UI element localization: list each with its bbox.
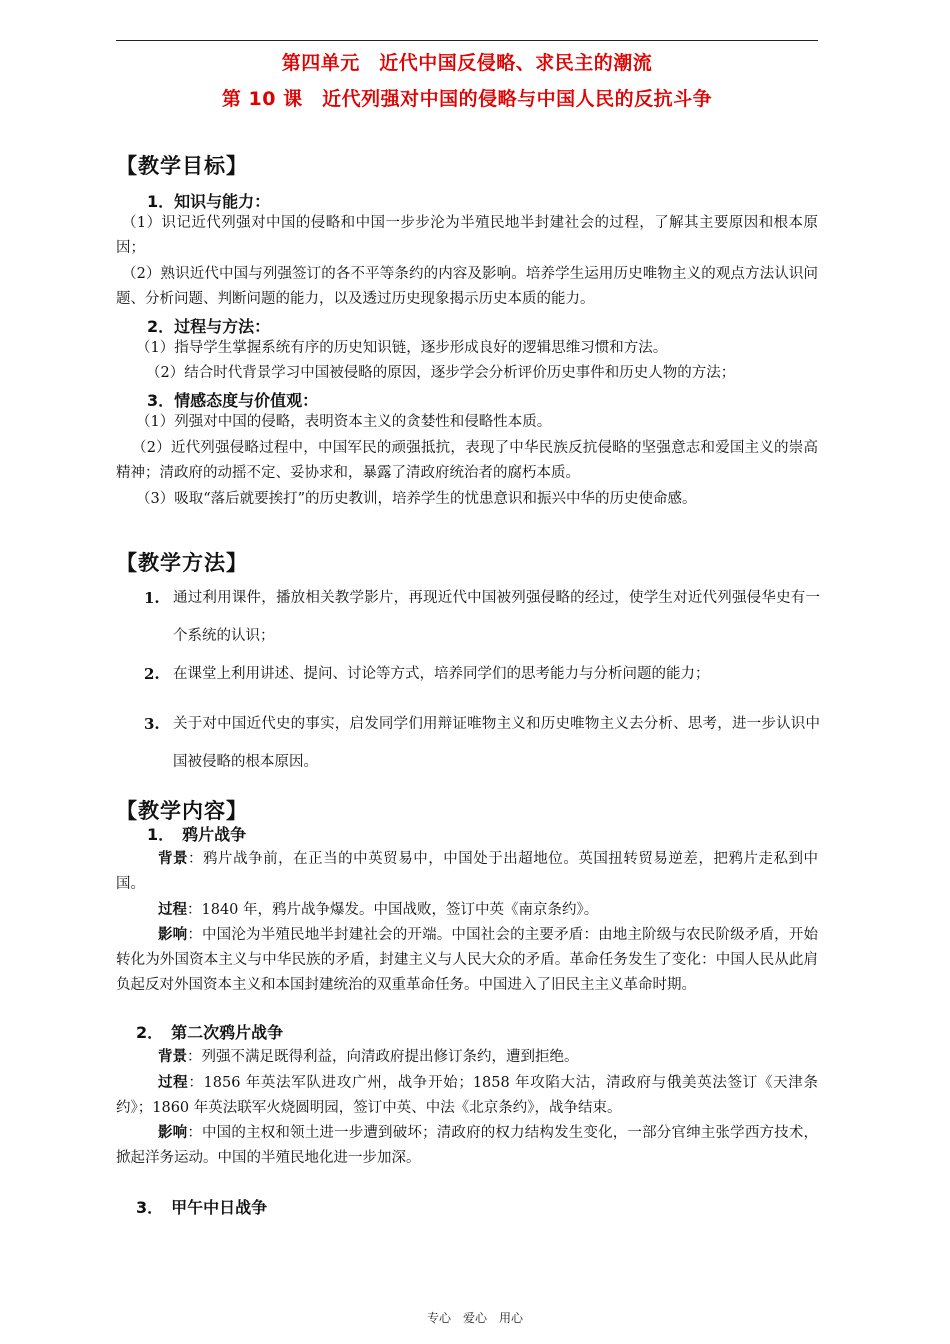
section-2-background: [116, 1044, 818, 1070]
section-title-2: 2． 第二次鸦片战争: [136, 1023, 284, 1042]
background-label: 背景: [158, 1048, 187, 1065]
method-text: 在课堂上利用讲述、提问、讨论等方式，培养同学们的思考能力与分析问题的能力；: [173, 666, 710, 682]
process-text: ：1840 年，鸦片战争爆发。中国战败，签订中英《南京条约》。: [187, 902, 599, 918]
values-heading: 3．情感态度与价值观：: [147, 391, 319, 410]
process-item-1: （1）指导学生掌握系统有序的历史知识链，逐步形成良好的逻辑思维习惯和方法。: [136, 340, 668, 356]
section-title-1: 1． 鸦片战争: [147, 825, 247, 844]
methods-heading: 【教学方法】: [116, 551, 248, 575]
knowledge-item-1: （1）识记近代列强对中国的侵略和中国一步步沦为半殖民地半封建社会的过程，了解其主要原因和根本原因；: [116, 215, 818, 256]
values-item-2: （2）近代列强侵略过程中，中国军民的顽强抵抗，表现了中华民族反抗侵略的坚强意志和爱国主义的崇高精神；清政府的动摇不定、妥协求和，暴露了清政府统治者的腐朽本质。: [116, 440, 818, 481]
section-1-background: [116, 846, 818, 897]
section-1-process: [116, 897, 818, 923]
process-label: 过程: [158, 1074, 189, 1091]
page-footer: 专心 爱心 用心: [426, 1311, 523, 1325]
impact-text: ：中国沦为半殖民地半封建社会的开端。中国社会的主要矛盾：由地主阶级与农民阶级矛盾，开始转化为外国资本主义与中华民族的矛盾，封建主义与人民大众的矛盾。革命任务发生了变化：中国人民从此肩负起反对外国资本主义和本国封建统治的双重革命任务。中国进入了旧民主主义革命时期。: [116, 927, 818, 993]
content-heading: 【教学内容】: [116, 799, 248, 823]
background-text: ：列强不满足既得利益，向清政府提出修订条约，遭到拒绝。: [187, 1049, 579, 1065]
lesson-title: 第 10 课 近代列强对中国的侵略与中国人民的反抗斗争: [221, 88, 713, 110]
header-rule: [116, 40, 818, 41]
method-text: 关于对中国近代史的事实，启发同学们用辩证唯物主义和历史唯物主义去分析、思考，进一步认识中国被侵略的根本原因。: [173, 716, 820, 770]
impact-label: 影响: [158, 1124, 188, 1141]
method-item-3: [116, 705, 820, 781]
method-number: 2.: [144, 665, 160, 683]
section-title-3: 3． 甲午中日战争: [136, 1198, 268, 1217]
process-item-2: （2）结合时代背景学习中国被侵略的原因，逐步学会分析评价历史事件和历史人物的方法；: [146, 365, 736, 381]
method-item-1: [116, 579, 820, 655]
values-item-1: （1）列强对中国的侵略，表明资本主义的贪婪性和侵略性本质。: [136, 414, 552, 430]
section-2-impact: [116, 1120, 818, 1171]
method-text: 通过利用课件，播放相关教学影片，再现近代中国被列强侵略的经过，使学生对近代列强侵华史有一个系统的认识；: [173, 590, 820, 644]
unit-title: 第四单元 近代中国反侵略、求民主的潮流: [281, 52, 653, 74]
section-1-impact: [116, 922, 818, 998]
method-number: 1.: [144, 589, 160, 607]
section-2-process: [116, 1070, 818, 1121]
impact-text: ：中国的主权和领土进一步遭到破坏；清政府的权力结构发生变化，一部分官绅主张学西方技术，掀起洋务运动。中国的半殖民地化进一步加深。: [116, 1125, 818, 1166]
method-number: 3.: [144, 715, 160, 733]
method-item-2: [116, 655, 820, 693]
background-text: ：鸦片战争前，在正当的中英贸易中，中国处于出超地位。英国扭转贸易逆差，把鸦片走私到中国。: [116, 851, 819, 892]
background-label: 背景: [158, 850, 189, 867]
process-text: ：1856 年英法军队进攻广州，战争开始；1858 年攻陷大沽，清政府与俄美英法签订《天津条约》；1860 年英法联军火烧圆明园，签订中英、中法《北京条约》，战争结束。: [116, 1075, 818, 1116]
process-label: 过程: [158, 901, 187, 918]
knowledge-heading: 1．知识与能力：: [147, 192, 271, 211]
process-heading: 2．过程与方法：: [147, 317, 271, 336]
impact-label: 影响: [158, 926, 188, 943]
objectives-heading: 【教学目标】: [116, 154, 248, 178]
knowledge-item-2: （2）熟识近代中国与列强签订的各不平等条约的内容及影响。培养学生运用历史唯物主义的观点方法认识问题、分析问题、判断问题的能力，以及透过历史现象揭示历史本质的能力。: [116, 266, 818, 307]
values-item-3: （3）吸取“落后就要挨打”的历史教训，培养学生的忧患意识和振兴中华的历史使命感。: [136, 491, 697, 507]
